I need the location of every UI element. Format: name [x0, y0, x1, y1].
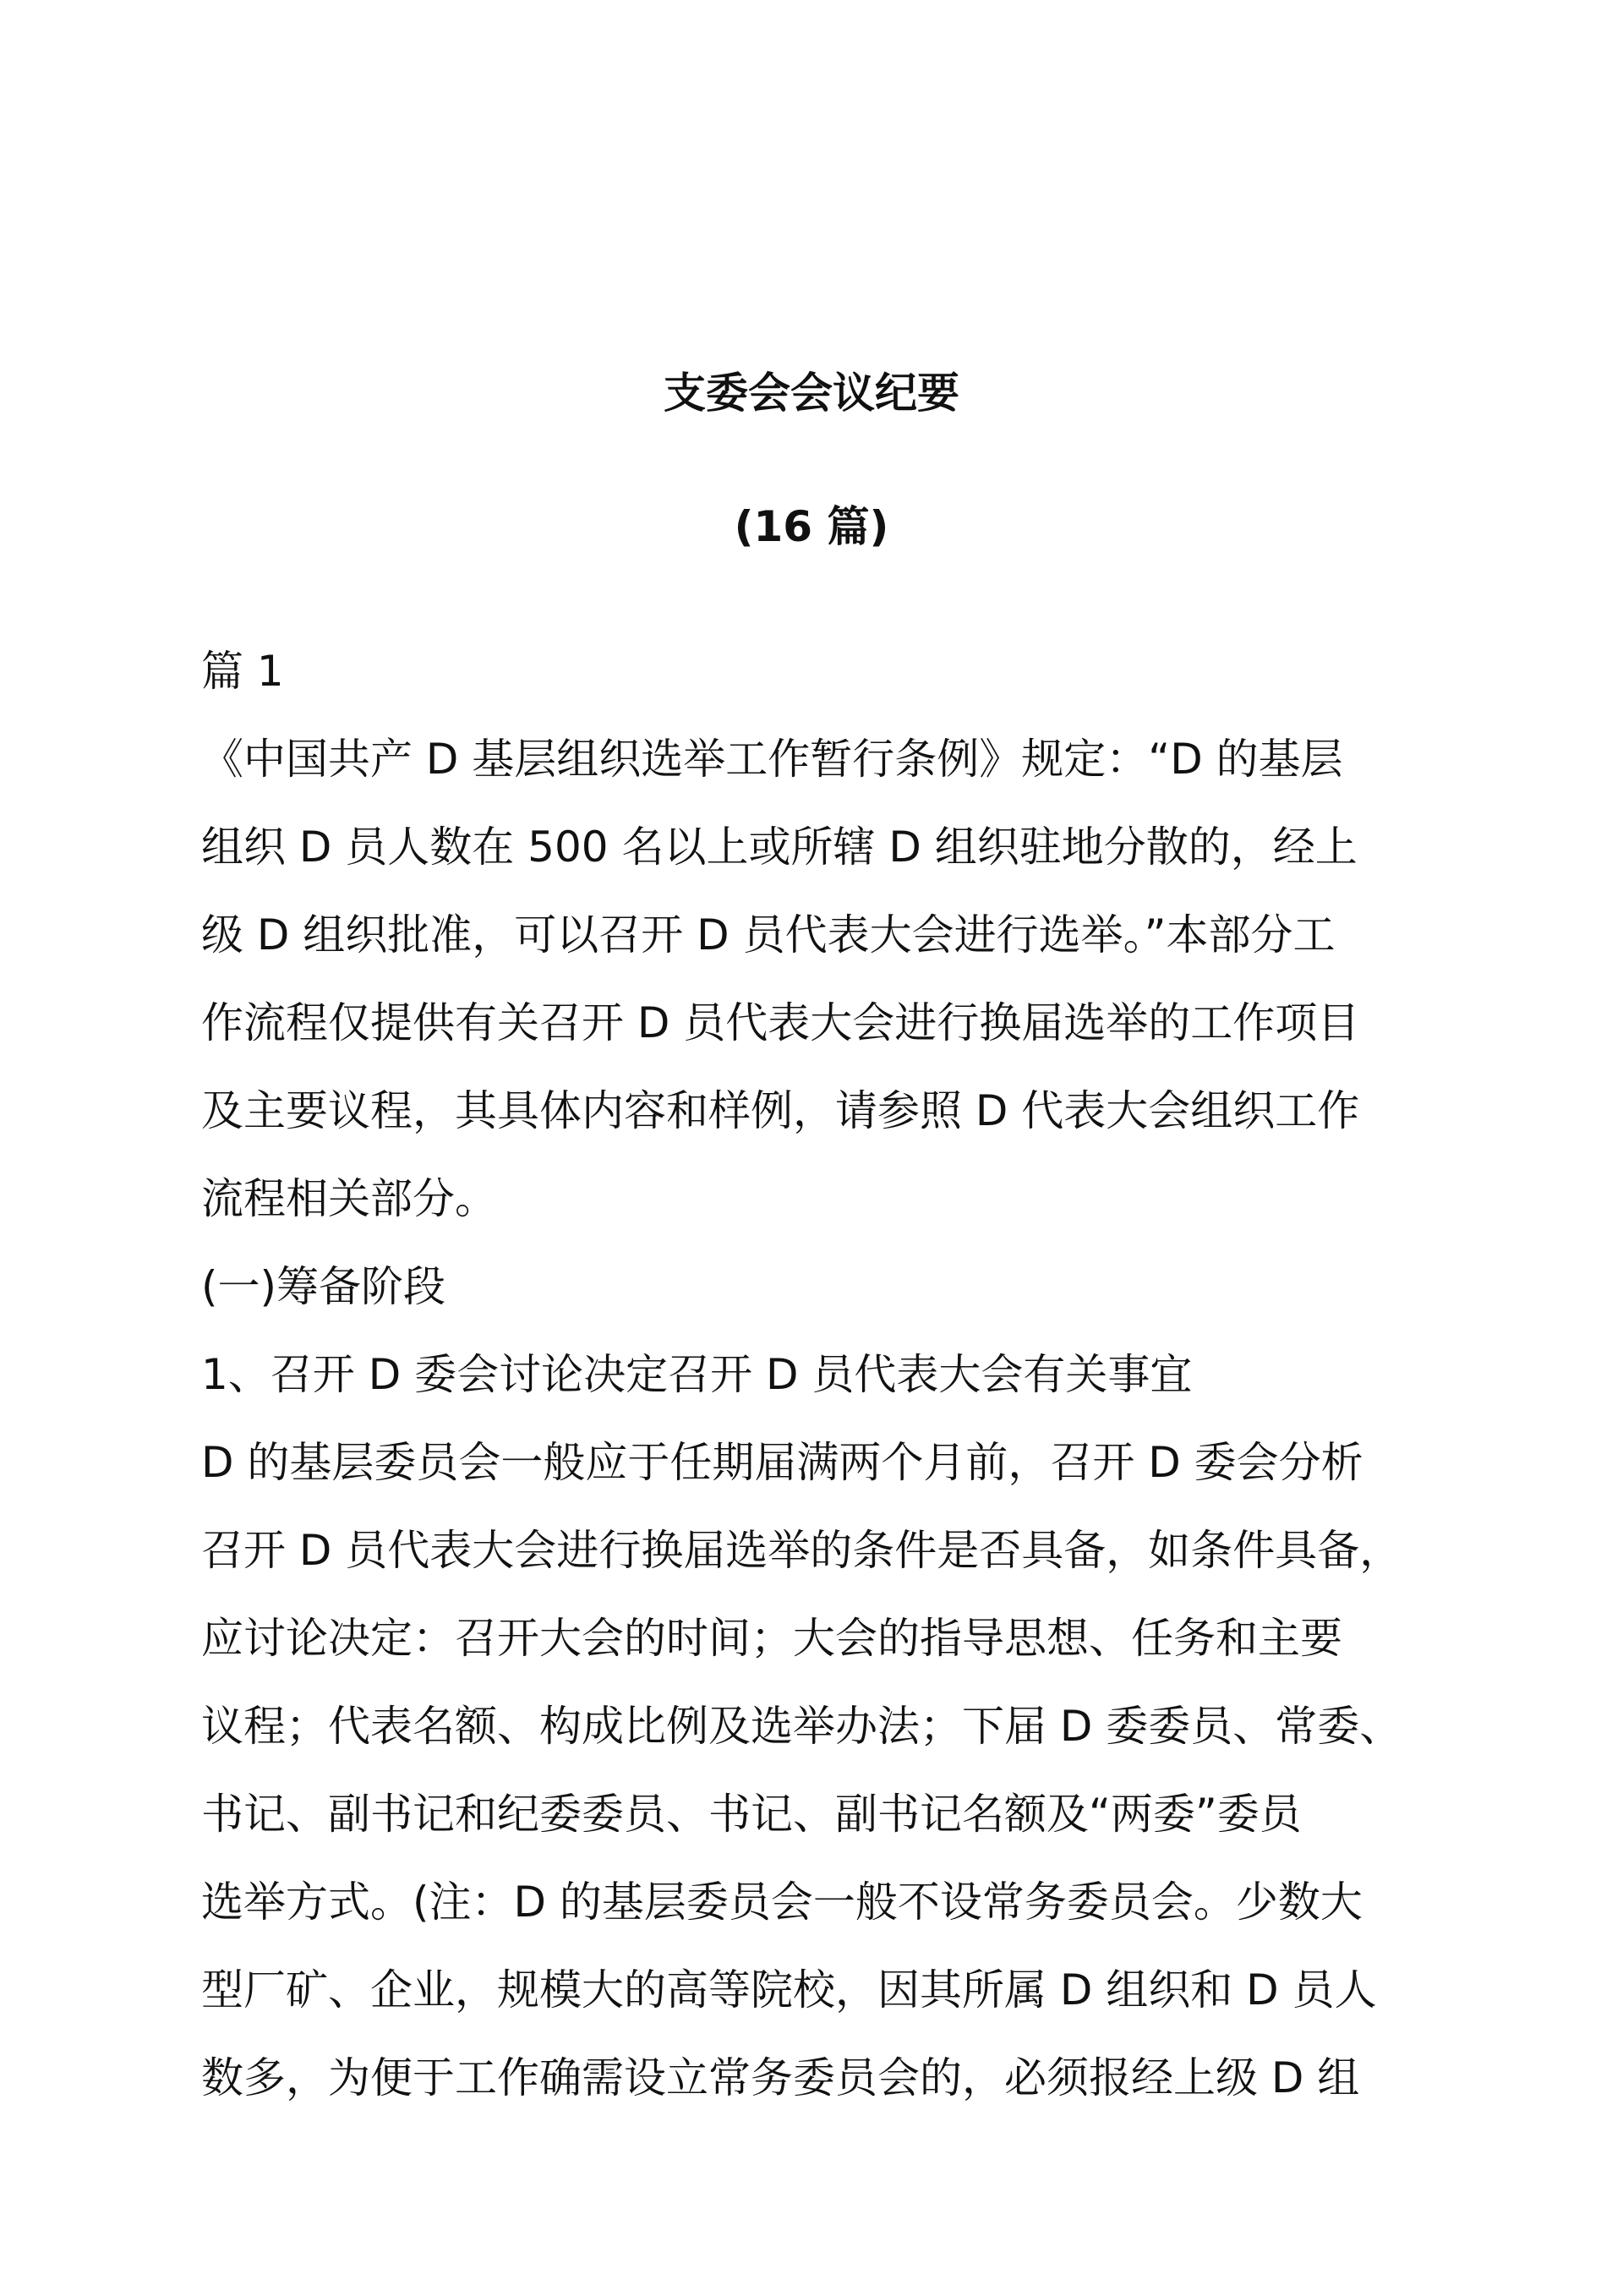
- paragraph-line: 数多，为便于工作确需设立常务委员会的，必须报经上级 D 组: [201, 2053, 1360, 2102]
- paragraph-line: 书记、副书记和纪委委员、书记、副书记名额及“两委”委员: [201, 1790, 1302, 1839]
- paragraph-line: 组织 D 员人数在 500 名以上或所辖 D 组织驻地分散的，经上: [201, 823, 1358, 872]
- paragraph-line: 级 D 组织批准，可以召开 D 员代表大会进行选举。”本部分工: [201, 910, 1336, 959]
- paragraph-line: 及主要议程，其具体内容和样例，请参照 D 代表大会组织工作: [201, 1086, 1360, 1135]
- document-title: 支委会会议纪要: [664, 369, 959, 418]
- paragraph-line: 召开 D 员代表大会进行换届选举的条件是否具备，如条件具备，: [201, 1526, 1402, 1575]
- paragraph-line: 议程；代表名额、构成比例及选举办法；下届 D 委委员、常委、: [201, 1702, 1402, 1751]
- document-body: [201, 627, 1444, 2122]
- paragraph-line: 《中国共产 D 基层组织选举工作暂行条例》规定：“D 的基层: [201, 735, 1343, 784]
- document-subtitle: (16 篇): [734, 502, 889, 551]
- paragraph-line: 流程相关部分。: [201, 1174, 497, 1223]
- paragraph-line: 选举方式。(注：D 的基层委员会一般不设常务委员会。少数大: [201, 1878, 1363, 1927]
- subsection-heading: (一)筹备阶段: [201, 1262, 446, 1311]
- paragraph-line: 应讨论决定：召开大会的时间；大会的指导思想、任务和主要: [201, 1614, 1342, 1663]
- paragraph-line: 作流程仅提供有关召开 D 员代表大会进行换届选举的工作项目: [201, 998, 1360, 1047]
- paragraph-line: D 的基层委员会一般应于任期届满两个月前，召开 D 委会分析: [201, 1438, 1363, 1487]
- item-heading: 1、召开 D 委会讨论决定召开 D 员代表大会有关事宜: [201, 1350, 1193, 1399]
- section-heading-pian1: 篇 1: [201, 647, 284, 696]
- paragraph-line: 型厂矿、企业，规模大的高等院校，因其所属 D 组织和 D 员人: [201, 1965, 1377, 2014]
